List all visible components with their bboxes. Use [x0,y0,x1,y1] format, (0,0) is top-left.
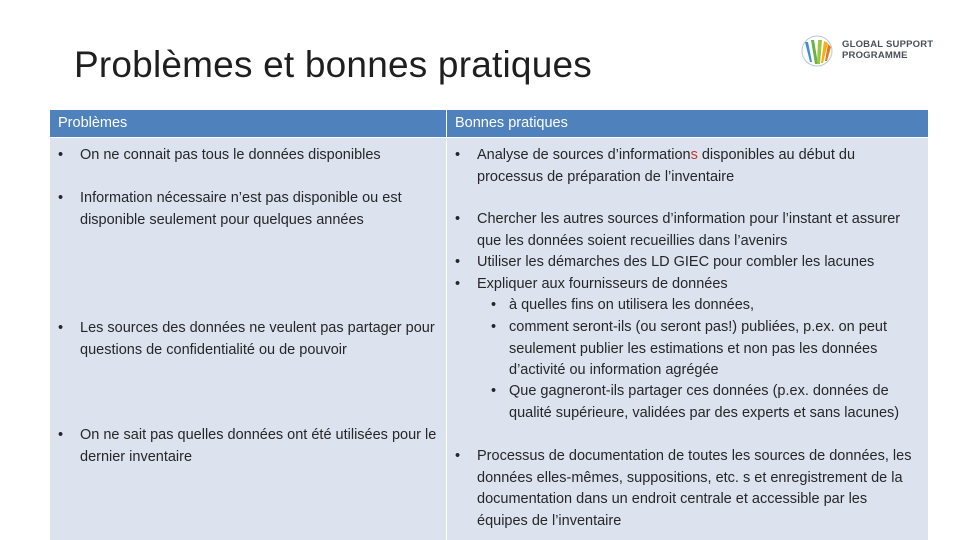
practice-item: • Utiliser les démarches des LD GIEC pour combler les lacunes [455,254,875,270]
problem-item: • Les sources des données ne veulent pas partager pour questions de confidentialité ou de pouvoir [58,320,435,358]
logo-line1: GLOBAL SUPPORT [842,39,934,50]
problem-item: • On ne sait pas quelles données ont été utilisées pour le dernier inventaire [58,427,437,465]
problem-item: • On ne connait pas tous le données disponibles [58,147,381,163]
logo-text [842,39,933,61]
gsp-logo [800,32,940,68]
header-problems: Problèmes [50,110,446,137]
logo-line2: PROGRAMME [842,50,908,61]
gsp-logo-icon [800,32,834,68]
problem-item: • Information nécessaire n’est pas disponible ou est disponible seulement pour quelques années [58,190,402,228]
practice-subitem: • comment seront-ils (ou seront pas!) publiées, p.ex. on peut seulement publier les estimations et non pas les données d’activité ou information agrégée [491,319,887,378]
comparison-table [50,110,928,540]
practice-subitem: • à quelles fins on utilisera les données, [491,297,755,313]
header-practices: Bonnes pratiques [447,110,928,137]
practice-subitem: • Que gagneront-ils partager ces données (p.ex. données de qualité supérieure, validées par des experts et sans lacunes) [491,383,900,421]
slide-title: Problèmes et bonnes pratiques [74,44,592,85]
practice-item: • Chercher les autres sources d’information pour l’instant et assurer que les données soient recueillies dans l’avenirs [455,211,901,249]
practice-item: • Analyse de sources d’informations disponibles au début du processus de préparation de l’inventaire [455,147,856,185]
practice-item: • Processus de documentation de toutes les sources de données, les données elles-mêmes, suppositions, etc. s et enregistrement de la documentation dans un endroit centrale et accessible par les équipes de l’inventaire [455,448,912,529]
practices-cell [447,138,928,540]
practice-item: • Expliquer aux fournisseurs de données [455,276,728,292]
problems-cell [50,138,446,540]
